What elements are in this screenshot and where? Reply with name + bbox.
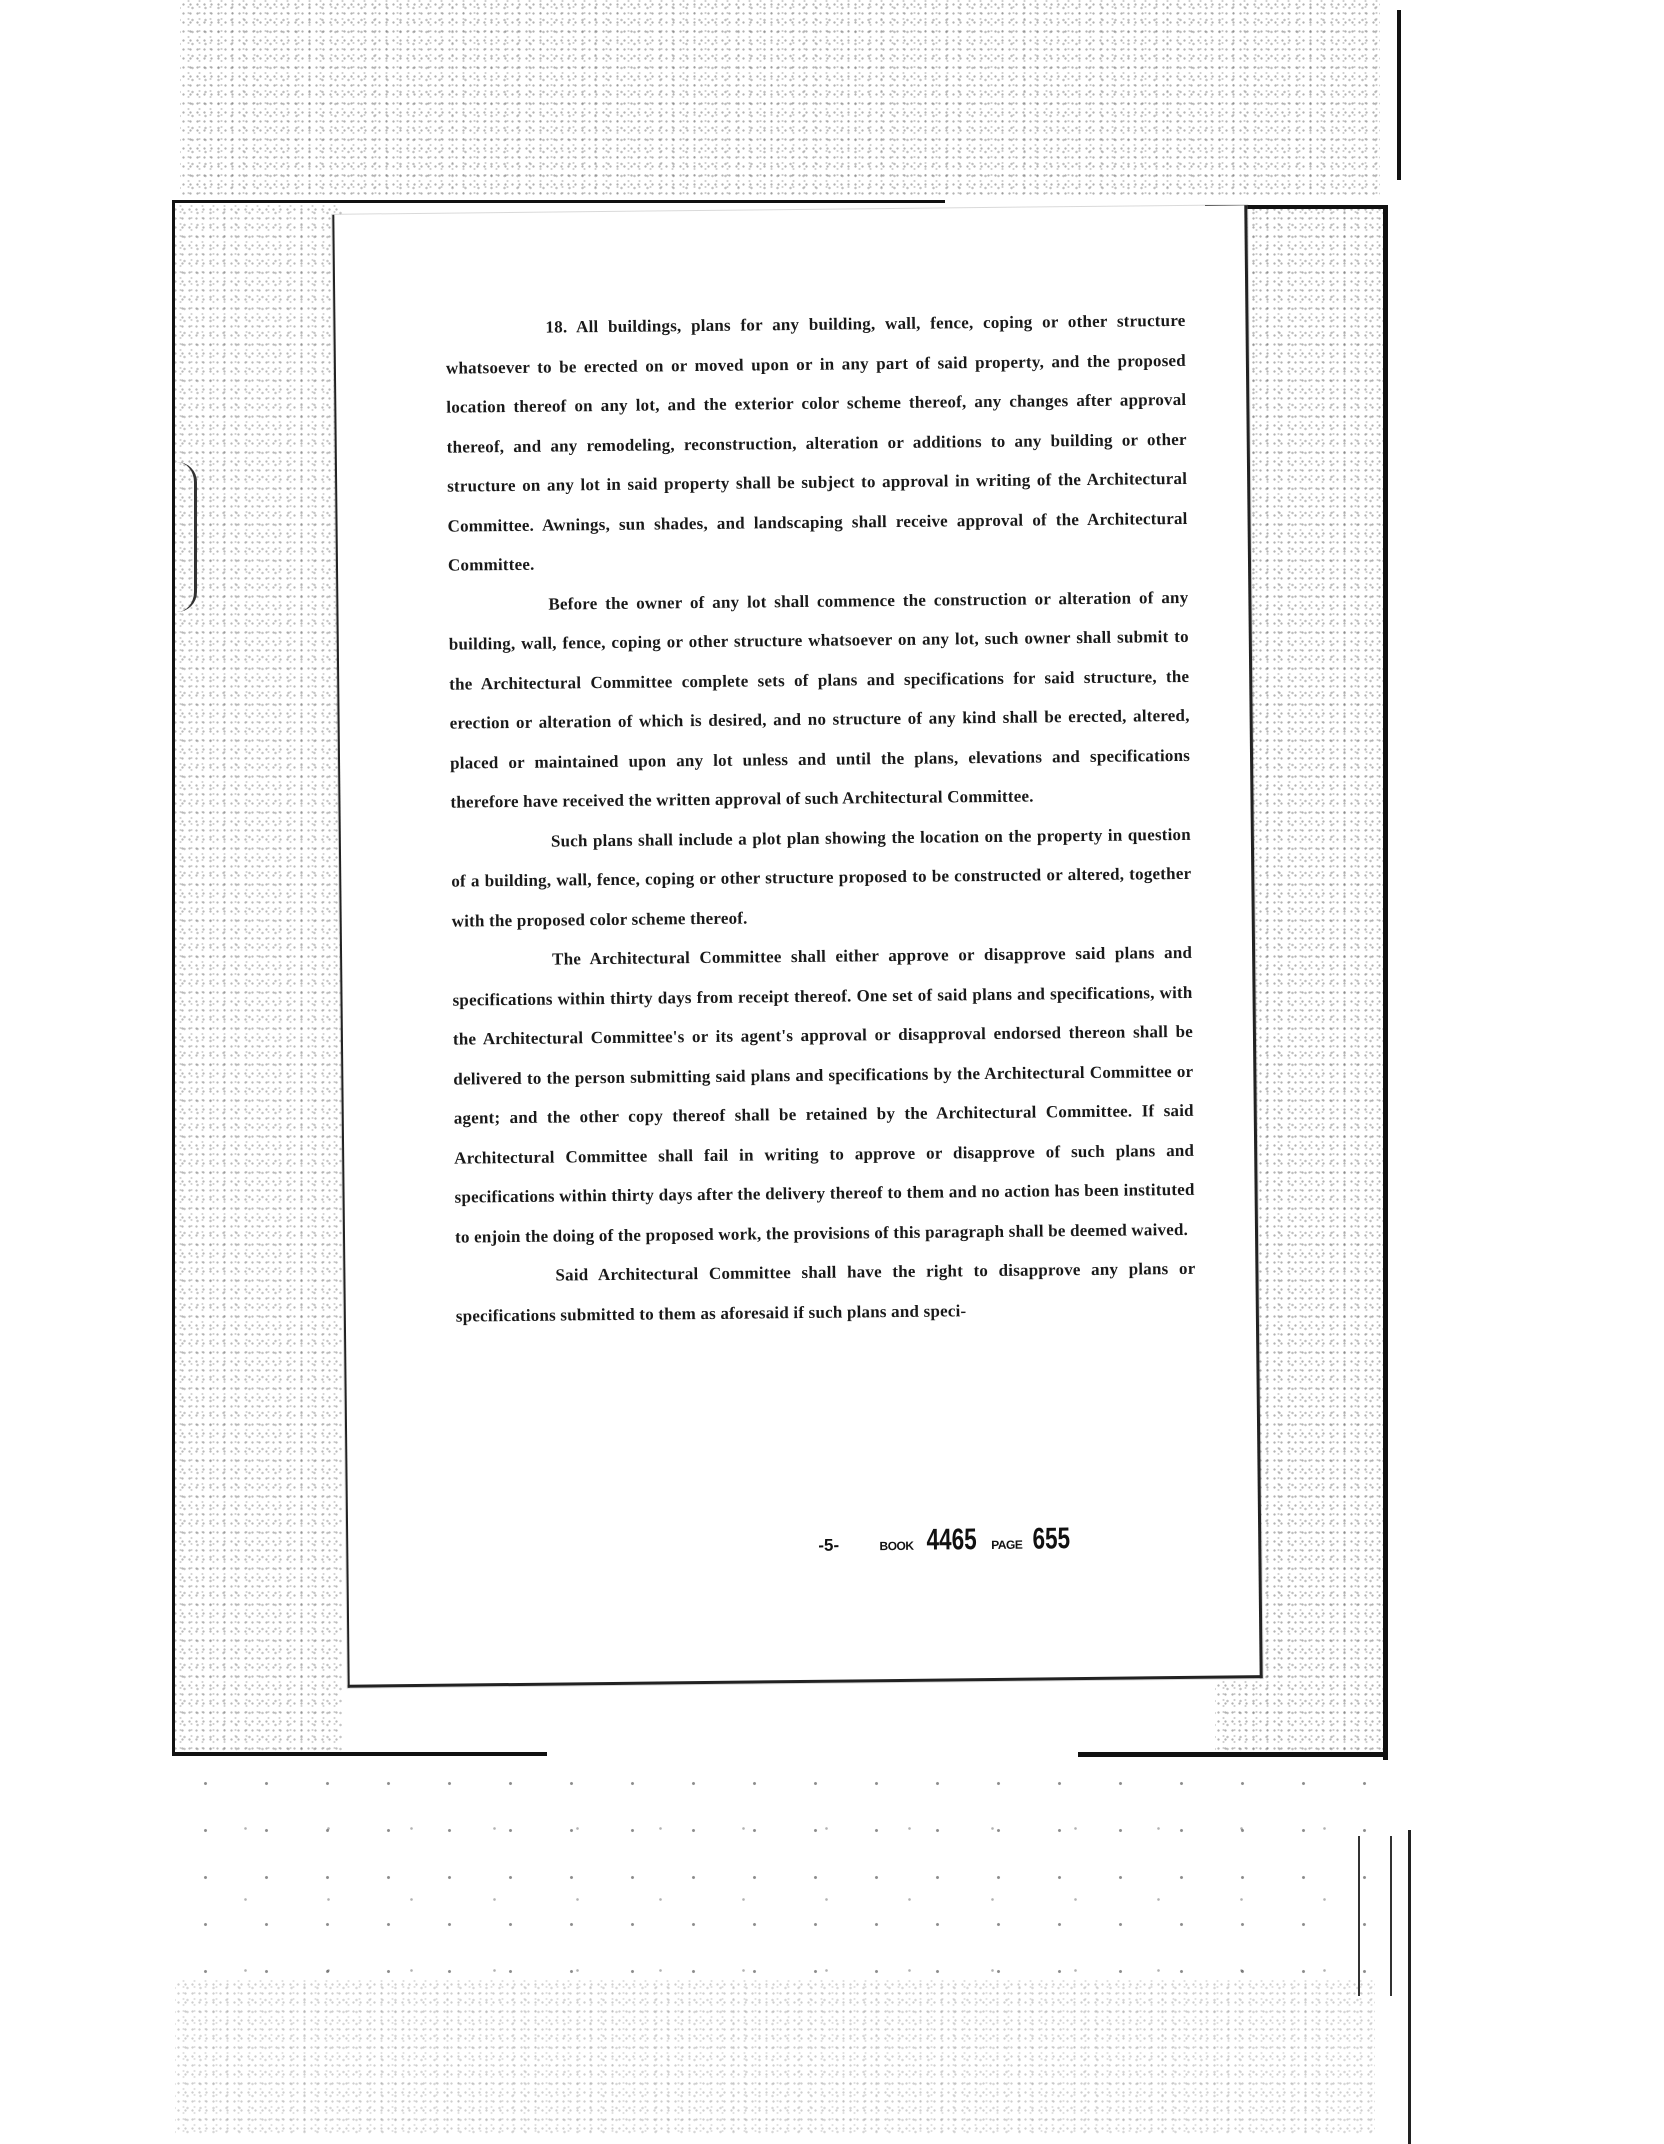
book-number: 4465 [926, 1523, 977, 1557]
scan-noise-top [180, 0, 1380, 195]
paragraph-disapproval: Said Architectural Committee shall have the right to disapprove any plans or specifications submitted to them as aforesaid if such plans and speci- [455, 1258, 1196, 1326]
scan-noise-lower [175, 1760, 1375, 1990]
paragraph-submission: Before the owner of any lot shall commence the construction or alteration of any building, wall, fence, coping or other structure whatsoever on any lot, such owner shall submit to the Architectural Committee complete sets of plans and specifications for said structure, the erection or alteration of which is desired, and no structure of any kind shall be erected, altered, placed or maintained upon any lot unless and until the plans, elevations and specifications therefore have received the written approval of such Architectural Committee. [448, 587, 1191, 812]
margin-marks [1358, 1836, 1392, 1996]
side-rule [1408, 1830, 1411, 2144]
book-label: BOOK [879, 1538, 914, 1554]
page-footer [818, 1522, 1077, 1559]
page-number: -5- [818, 1535, 840, 1555]
frame-bottom-left-rule [172, 1752, 547, 1756]
frame-top-rule [175, 200, 945, 203]
frame-left-rule [172, 200, 175, 1755]
scan-noise-bottom [175, 1980, 1375, 2135]
paragraph-plot-plan: Such plans shall include a plot plan showing the location on the property in question of a building, wall, fence, coping or other structure proposed to be constructed or altered, together with the proposed color scheme thereof. [451, 824, 1192, 931]
paragraph-18: 18. All buildings, plans for any building, wall, fence, coping or other structure whatsoever to be erected on or moved upon or in any part of said property, and the proposed location thereof on any lot, and the exterior color scheme thereof, any changes after approval thereof, and any remodeling, reconstruction, alteration or additions to any building or other structure on any lot in said property shall be subject to approval in writing of the Architectural Committee. Awnings, sun shades, and landscaping shall receive approval of the Architectural Committee. [445, 310, 1188, 575]
paragraph-approval: The Architectural Committee shall either approve or disapprove said plans and specifications within thirty days from receipt thereof. One set of said plans and specifications, with the Architectural Committee's or its agent's approval or disapproval endorsed thereon shall be delivered to the person submitting said plans and specifications by the Architectural Committee or agent; and the other copy thereof shall be retained by the Architectural Committee. If said Architectural Committee shall fail in writing to approve or disapprove of such plans and specifications within thirty days after the delivery thereof to them and no action has been instituted to enjoin the doing of the proposed work, the provisions of this paragraph shall be deemed waived. [452, 942, 1195, 1247]
frame-right-rule [1383, 205, 1388, 1760]
top-right-edge [1397, 10, 1401, 180]
document-page [332, 205, 1262, 1688]
frame-bottom-right-rule [1078, 1752, 1388, 1757]
scan-noise-left [172, 205, 342, 1755]
page-label: PAGE [991, 1537, 1023, 1553]
margin-bracket [172, 462, 197, 612]
page-value: 655 [1032, 1522, 1071, 1556]
body-text [445, 301, 1196, 1336]
